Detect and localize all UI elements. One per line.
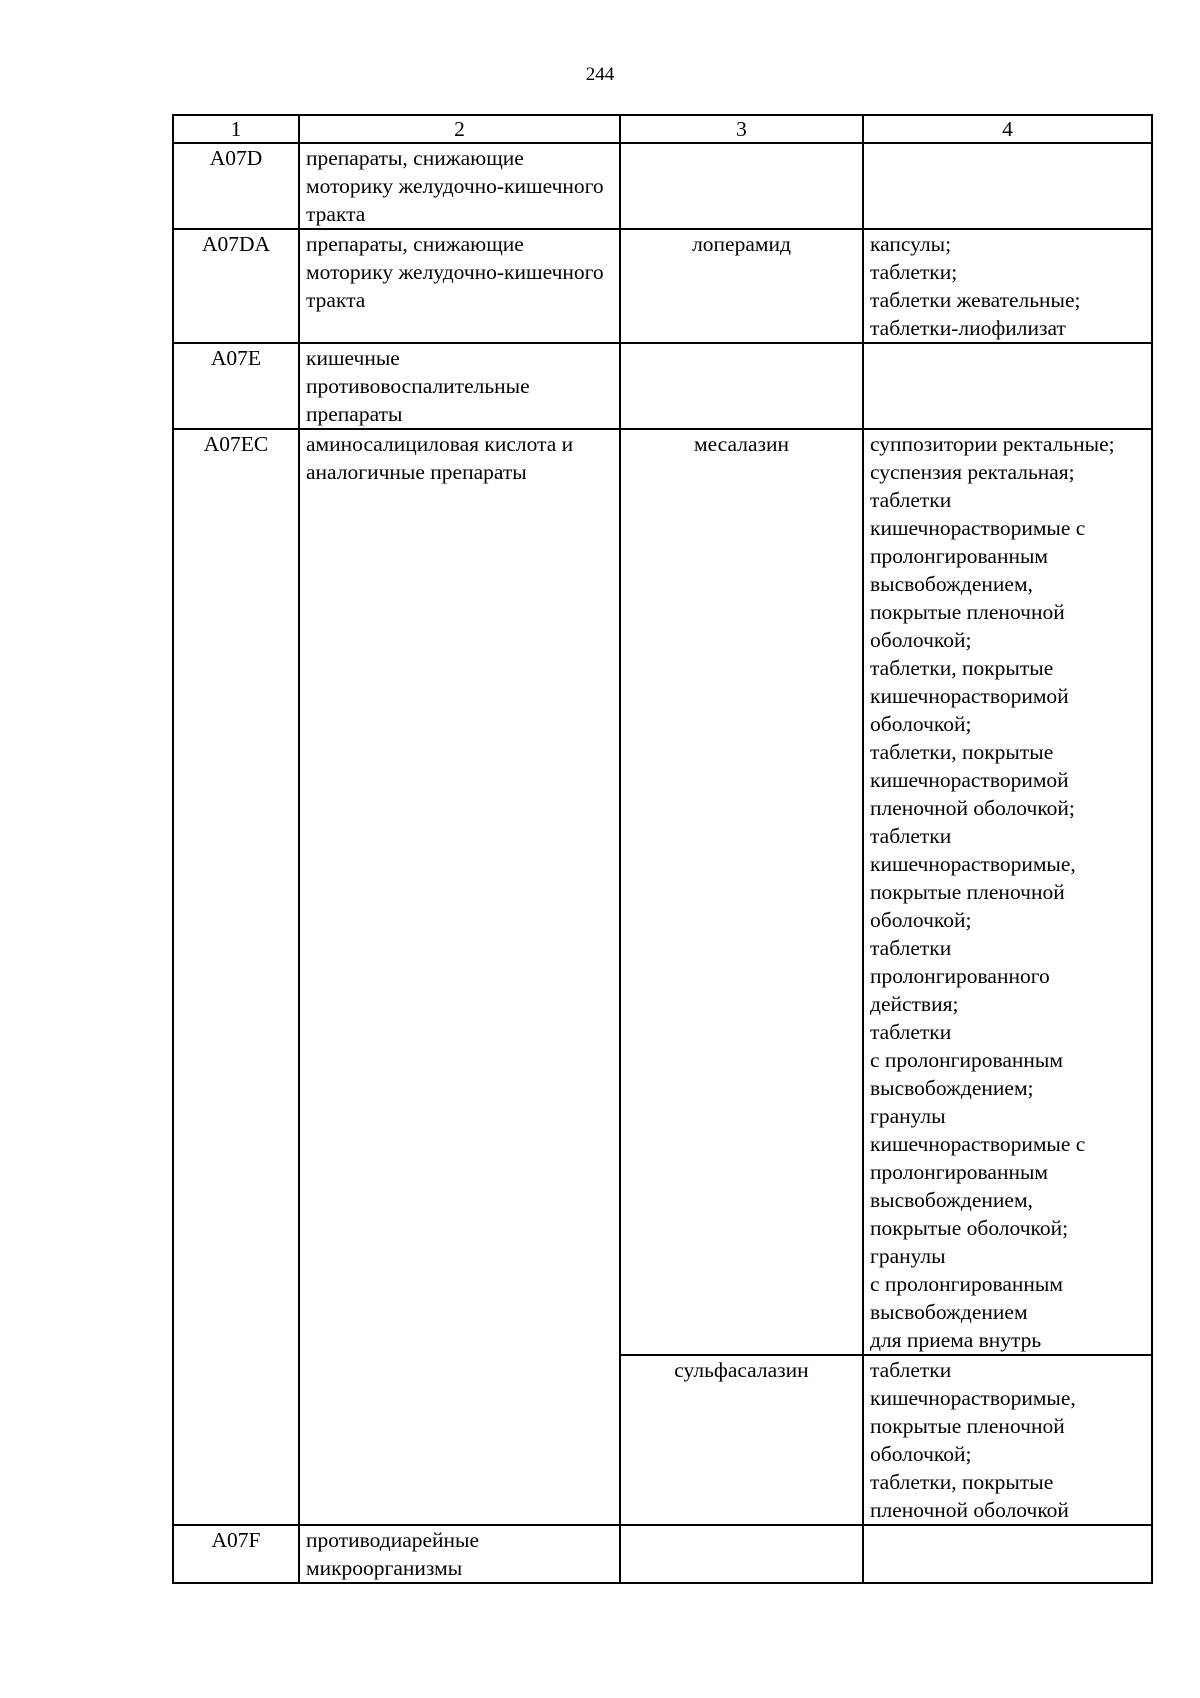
table-row <box>173 143 1152 229</box>
table-row <box>173 229 1152 343</box>
group-name: кишечные противовоспалительные препараты <box>299 343 620 429</box>
group-name: препараты, снижающие моторику желудочно-кишечного тракта <box>299 229 620 343</box>
group-name: аминосалициловая кислота и аналогичные препараты <box>299 429 620 1525</box>
group-name: препараты, снижающие моторику желудочно-кишечного тракта <box>299 143 620 229</box>
drug-name: лоперамид <box>620 229 863 343</box>
drug-name: сульфасалазин <box>620 1355 863 1525</box>
dosage-forms <box>863 1525 1152 1583</box>
drug-name: месалазин <box>620 429 863 1355</box>
drug-name <box>620 343 863 429</box>
atc-code: A07DA <box>173 229 299 343</box>
table-row <box>173 429 1152 1355</box>
drug-name <box>620 1525 863 1583</box>
dosage-forms: таблетки кишечнорастворимые, покрытые пленочной оболочкой; таблетки, покрытые пленочной оболочкой <box>863 1355 1152 1525</box>
header-col-1: 1 <box>173 115 299 143</box>
page-number: 244 <box>585 64 615 85</box>
dosage-forms <box>863 343 1152 429</box>
dosage-forms: суппозитории ректальные; суспензия ректальная; таблетки кишечнорастворимые с пролонгированным высвобождением, покрытые пленочной оболочкой; таблетки, покрытые кишечнорастворимой оболочкой; таблетки, покрытые кишечнорастворимой пленочной оболочкой; таблетки кишечнорастворимые, покрытые пленочной оболочкой; таблетки пролонгированного действия; таблетки с пролонгированным высвобождением; гранулы кишечнорастворимые с пролонгированным высвобождением, покрытые оболочкой; гранулы с пролонгированным высвобождением для приема внутрь <box>863 429 1152 1355</box>
dosage-forms: капсулы; таблетки; таблетки жевательные; таблетки-лиофилизат <box>863 229 1152 343</box>
header-row <box>173 115 1152 143</box>
header-col-2: 2 <box>299 115 620 143</box>
dosage-forms <box>863 143 1152 229</box>
table-row <box>173 1525 1152 1583</box>
header-col-3: 3 <box>620 115 863 143</box>
atc-code: A07E <box>173 343 299 429</box>
drug-table <box>172 114 1153 1584</box>
header-col-4: 4 <box>863 115 1152 143</box>
table-row <box>173 343 1152 429</box>
atc-code: A07D <box>173 143 299 229</box>
atc-code: A07F <box>173 1525 299 1583</box>
group-name: противодиарейные микроорганизмы <box>299 1525 620 1583</box>
atc-code: A07EC <box>173 429 299 1525</box>
drug-name <box>620 143 863 229</box>
